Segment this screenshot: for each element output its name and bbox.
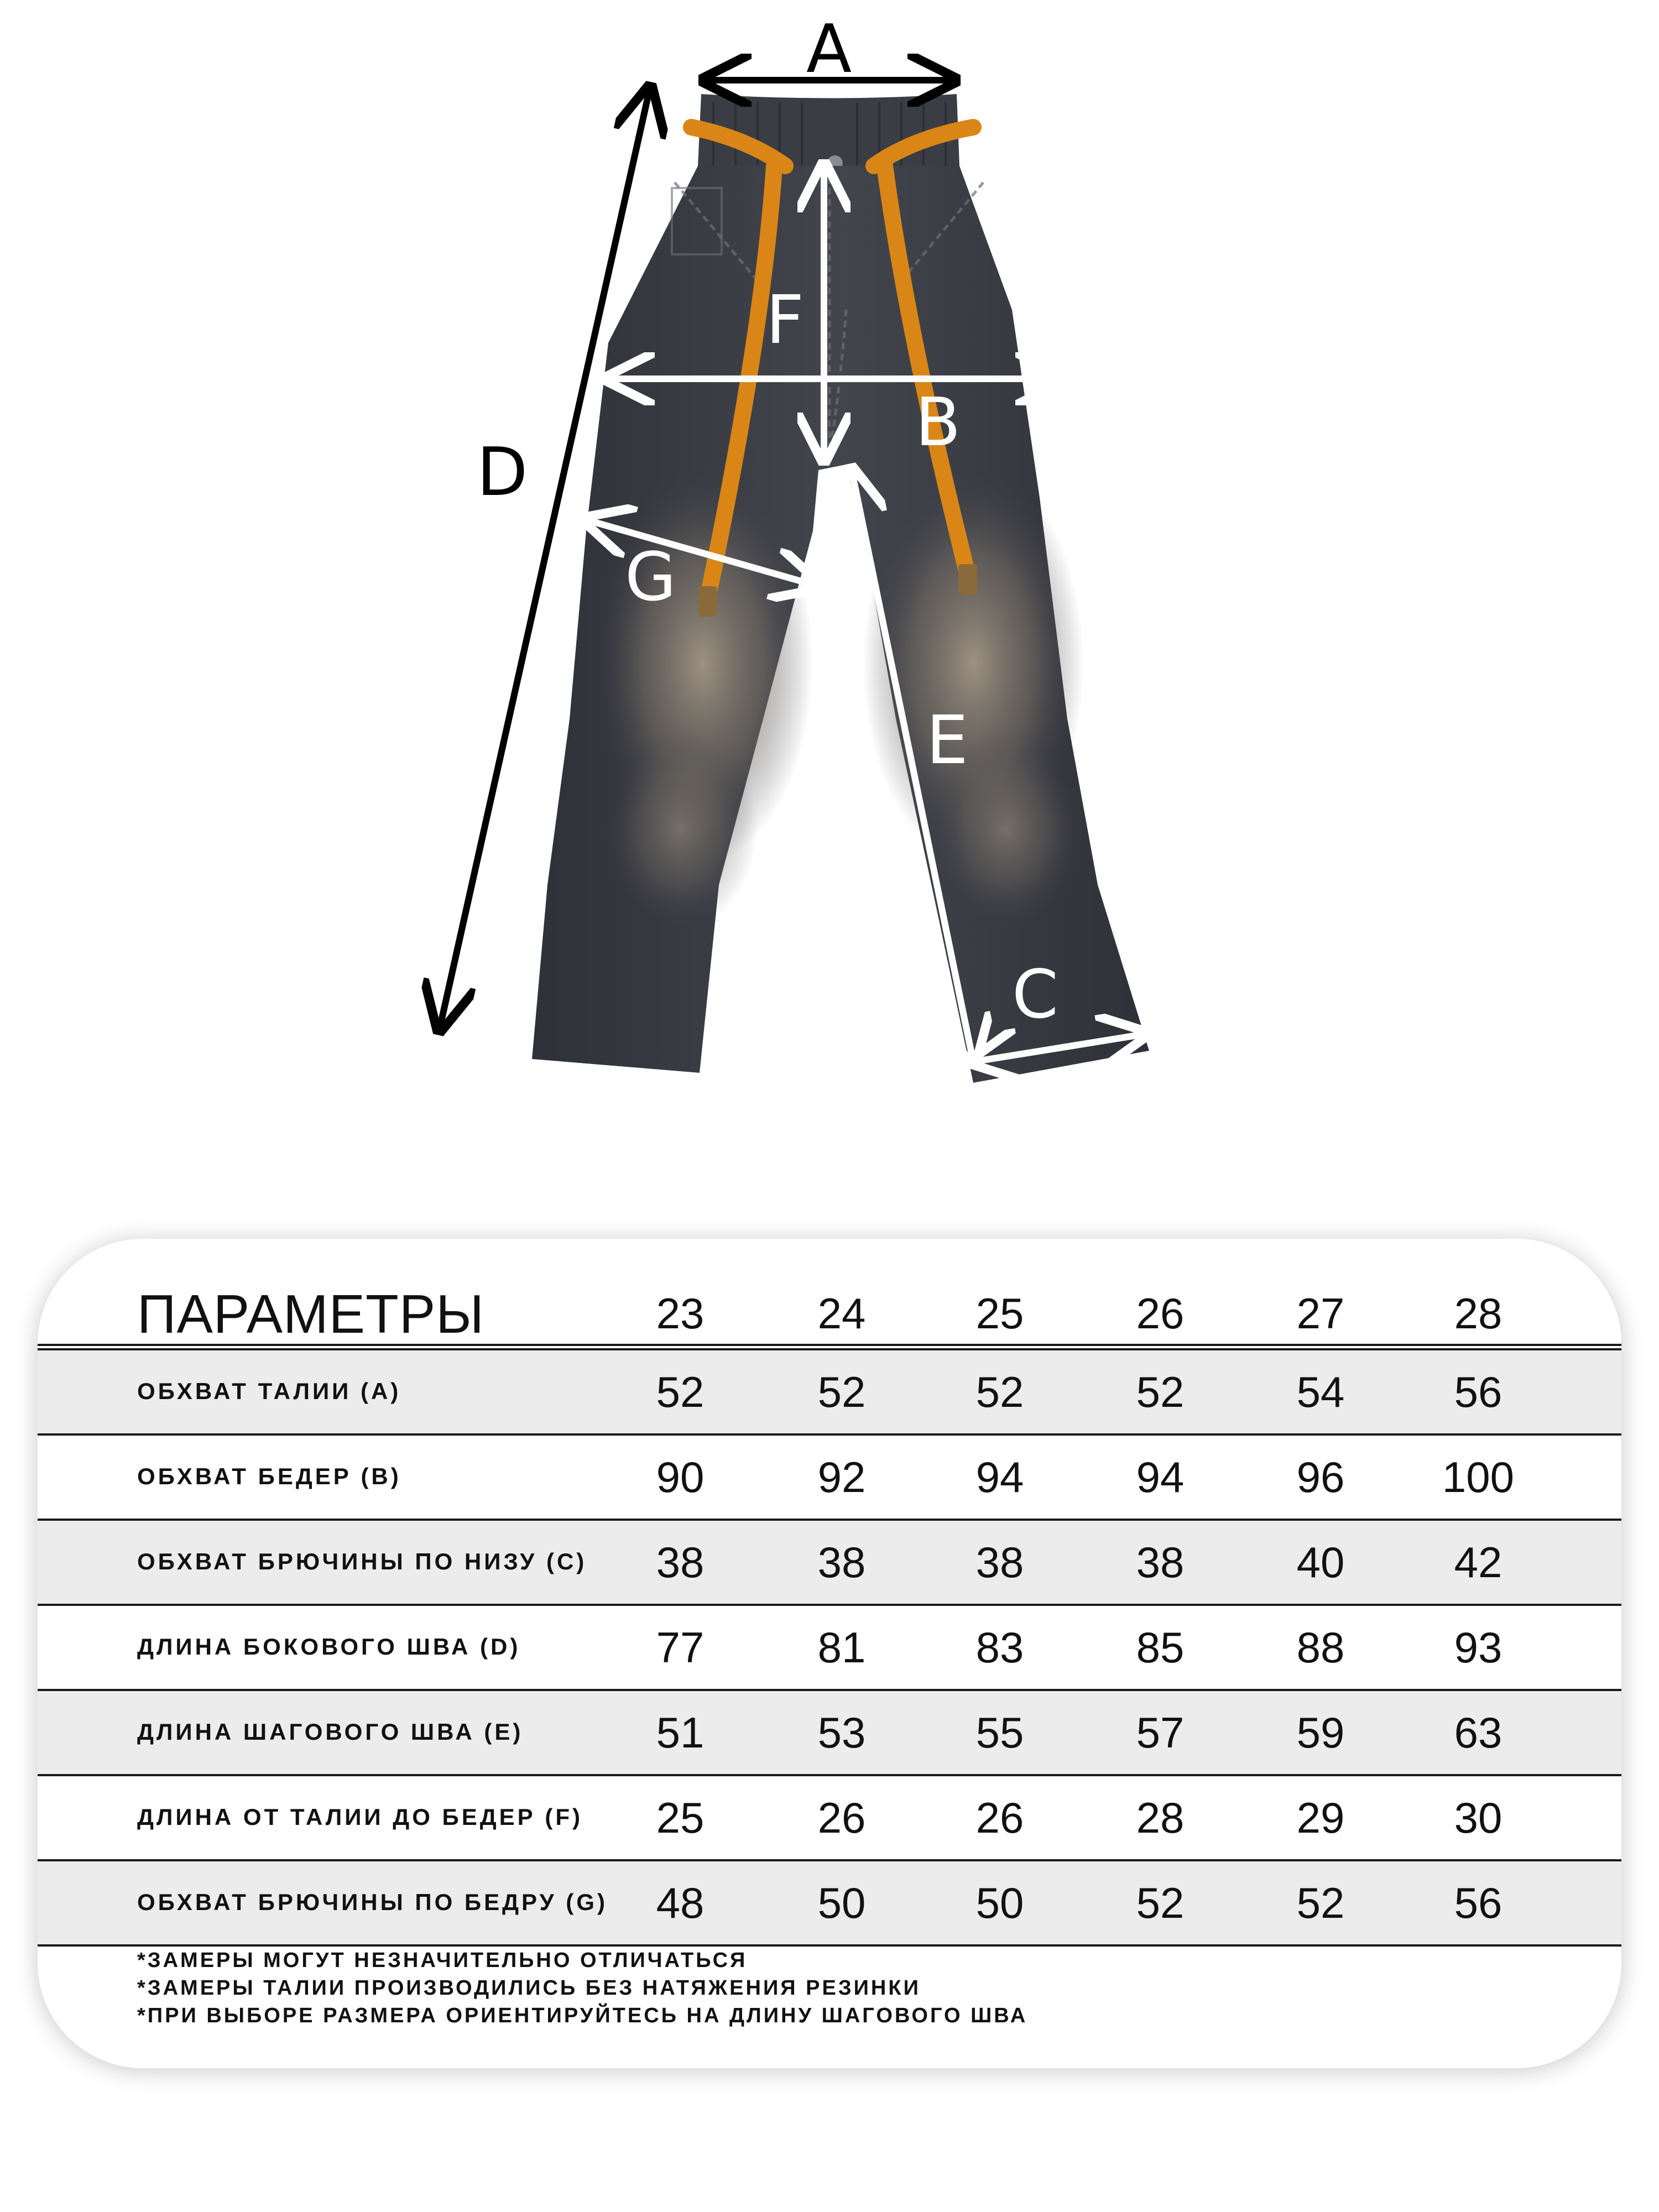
table-row xyxy=(38,1350,1621,1433)
table-cell: 88 xyxy=(1296,1623,1345,1672)
parameter-name: ОБХВАТ БРЮЧИНЫ ПО НИЗУ (C) xyxy=(137,1548,587,1574)
label-c: C xyxy=(1012,957,1058,1034)
size-header: 23 xyxy=(656,1289,705,1338)
table-cell: 90 xyxy=(656,1453,705,1501)
table-cell: 56 xyxy=(1454,1879,1503,1927)
label-f: F xyxy=(766,282,805,359)
size-header: 26 xyxy=(1136,1289,1185,1338)
label-b: B xyxy=(915,384,961,461)
label-a: A xyxy=(806,11,852,88)
table-cell: 57 xyxy=(1136,1708,1185,1757)
table-cell: 52 xyxy=(817,1368,866,1416)
table-cell: 92 xyxy=(817,1453,866,1501)
table-cell: 38 xyxy=(656,1538,705,1587)
table-cell: 51 xyxy=(656,1708,705,1757)
label-e: E xyxy=(926,702,968,779)
size-header: 28 xyxy=(1454,1289,1503,1338)
parameter-name: ОБХВАТ ТАЛИИ (A) xyxy=(137,1378,401,1404)
parameter-name: ДЛИНА БОКОВОГО ШВА (D) xyxy=(137,1634,521,1660)
table-cell: 50 xyxy=(975,1879,1024,1927)
size-header: 25 xyxy=(975,1289,1024,1338)
table-row xyxy=(38,1606,1621,1689)
table-cell: 52 xyxy=(1136,1368,1185,1416)
note: *ЗАМЕРЫ МОГУТ НЕЗНАЧИТЕЛЬНО ОТЛИЧАТЬСЯ xyxy=(137,1949,748,1972)
table-cell: 38 xyxy=(1136,1538,1185,1587)
parameter-name: ДЛИНА ОТ ТАЛИИ ДО БЕДЕР (F) xyxy=(137,1804,583,1830)
table-cell: 100 xyxy=(1442,1453,1515,1501)
header-divider xyxy=(38,1344,1621,1350)
table-cell: 81 xyxy=(817,1623,866,1672)
table-cell: 26 xyxy=(817,1793,866,1842)
table-cell: 28 xyxy=(1136,1793,1185,1842)
size-table-card xyxy=(38,1239,1621,2068)
table-cell: 56 xyxy=(1454,1368,1503,1416)
table-cell: 59 xyxy=(1296,1708,1345,1757)
label-g: G xyxy=(625,539,676,616)
table-cell: 55 xyxy=(975,1708,1024,1757)
table-row xyxy=(38,1521,1621,1604)
table-cell: 40 xyxy=(1296,1538,1345,1587)
table-cell: 93 xyxy=(1454,1623,1503,1672)
table-cell: 26 xyxy=(975,1793,1024,1842)
table-cell: 53 xyxy=(817,1708,866,1757)
table-cell: 29 xyxy=(1296,1793,1345,1842)
table-row xyxy=(38,1776,1621,1859)
table-cell: 48 xyxy=(656,1879,705,1927)
table-header-title: ПАРАМЕТРЫ xyxy=(137,1284,484,1344)
table-cell: 77 xyxy=(656,1623,705,1672)
table-cell: 42 xyxy=(1454,1538,1503,1587)
note: *ПРИ ВЫБОРЕ РАЗМЕРА ОРИЕНТИРУЙТЕСЬ НА ДЛИНУ ШАГОВОГО ШВА xyxy=(137,2004,1028,2027)
table-cell: 52 xyxy=(1296,1879,1345,1927)
table-cell: 85 xyxy=(1136,1623,1185,1672)
table-row xyxy=(38,1436,1621,1519)
table-cell: 54 xyxy=(1296,1368,1345,1416)
notes xyxy=(137,1947,1027,2030)
table-header-row xyxy=(38,1272,1621,1344)
table-row xyxy=(38,1861,1621,1944)
table-cell: 38 xyxy=(975,1538,1024,1587)
size-header: 27 xyxy=(1296,1289,1345,1338)
parameter-name: ОБХВАТ БЕДЕР (B) xyxy=(137,1463,401,1489)
size-header: 24 xyxy=(817,1289,866,1338)
note: *ЗАМЕРЫ ТАЛИИ ПРОИЗВОДИЛИСЬ БЕЗ НАТЯЖЕНИЯ РЕЗИНКИ xyxy=(137,1976,921,2000)
table-cell: 50 xyxy=(817,1879,866,1927)
table-cell: 52 xyxy=(975,1368,1024,1416)
table-row xyxy=(38,1691,1621,1774)
parameter-name: ОБХВАТ БРЮЧИНЫ ПО БЕДРУ (G) xyxy=(137,1889,608,1915)
table-cell: 63 xyxy=(1454,1708,1503,1757)
table-cell: 25 xyxy=(656,1793,705,1842)
table-cell: 96 xyxy=(1296,1453,1345,1501)
table-cell: 94 xyxy=(1136,1453,1185,1501)
parameter-name: ДЛИНА ШАГОВОГО ШВА (E) xyxy=(137,1719,524,1745)
table-cell: 94 xyxy=(975,1453,1024,1501)
table-cell: 52 xyxy=(1136,1879,1185,1927)
table-cell: 52 xyxy=(656,1368,705,1416)
table-cell: 38 xyxy=(817,1538,866,1587)
table-cell: 83 xyxy=(975,1623,1024,1672)
label-d: D xyxy=(477,434,528,511)
table-cell: 30 xyxy=(1454,1793,1503,1842)
